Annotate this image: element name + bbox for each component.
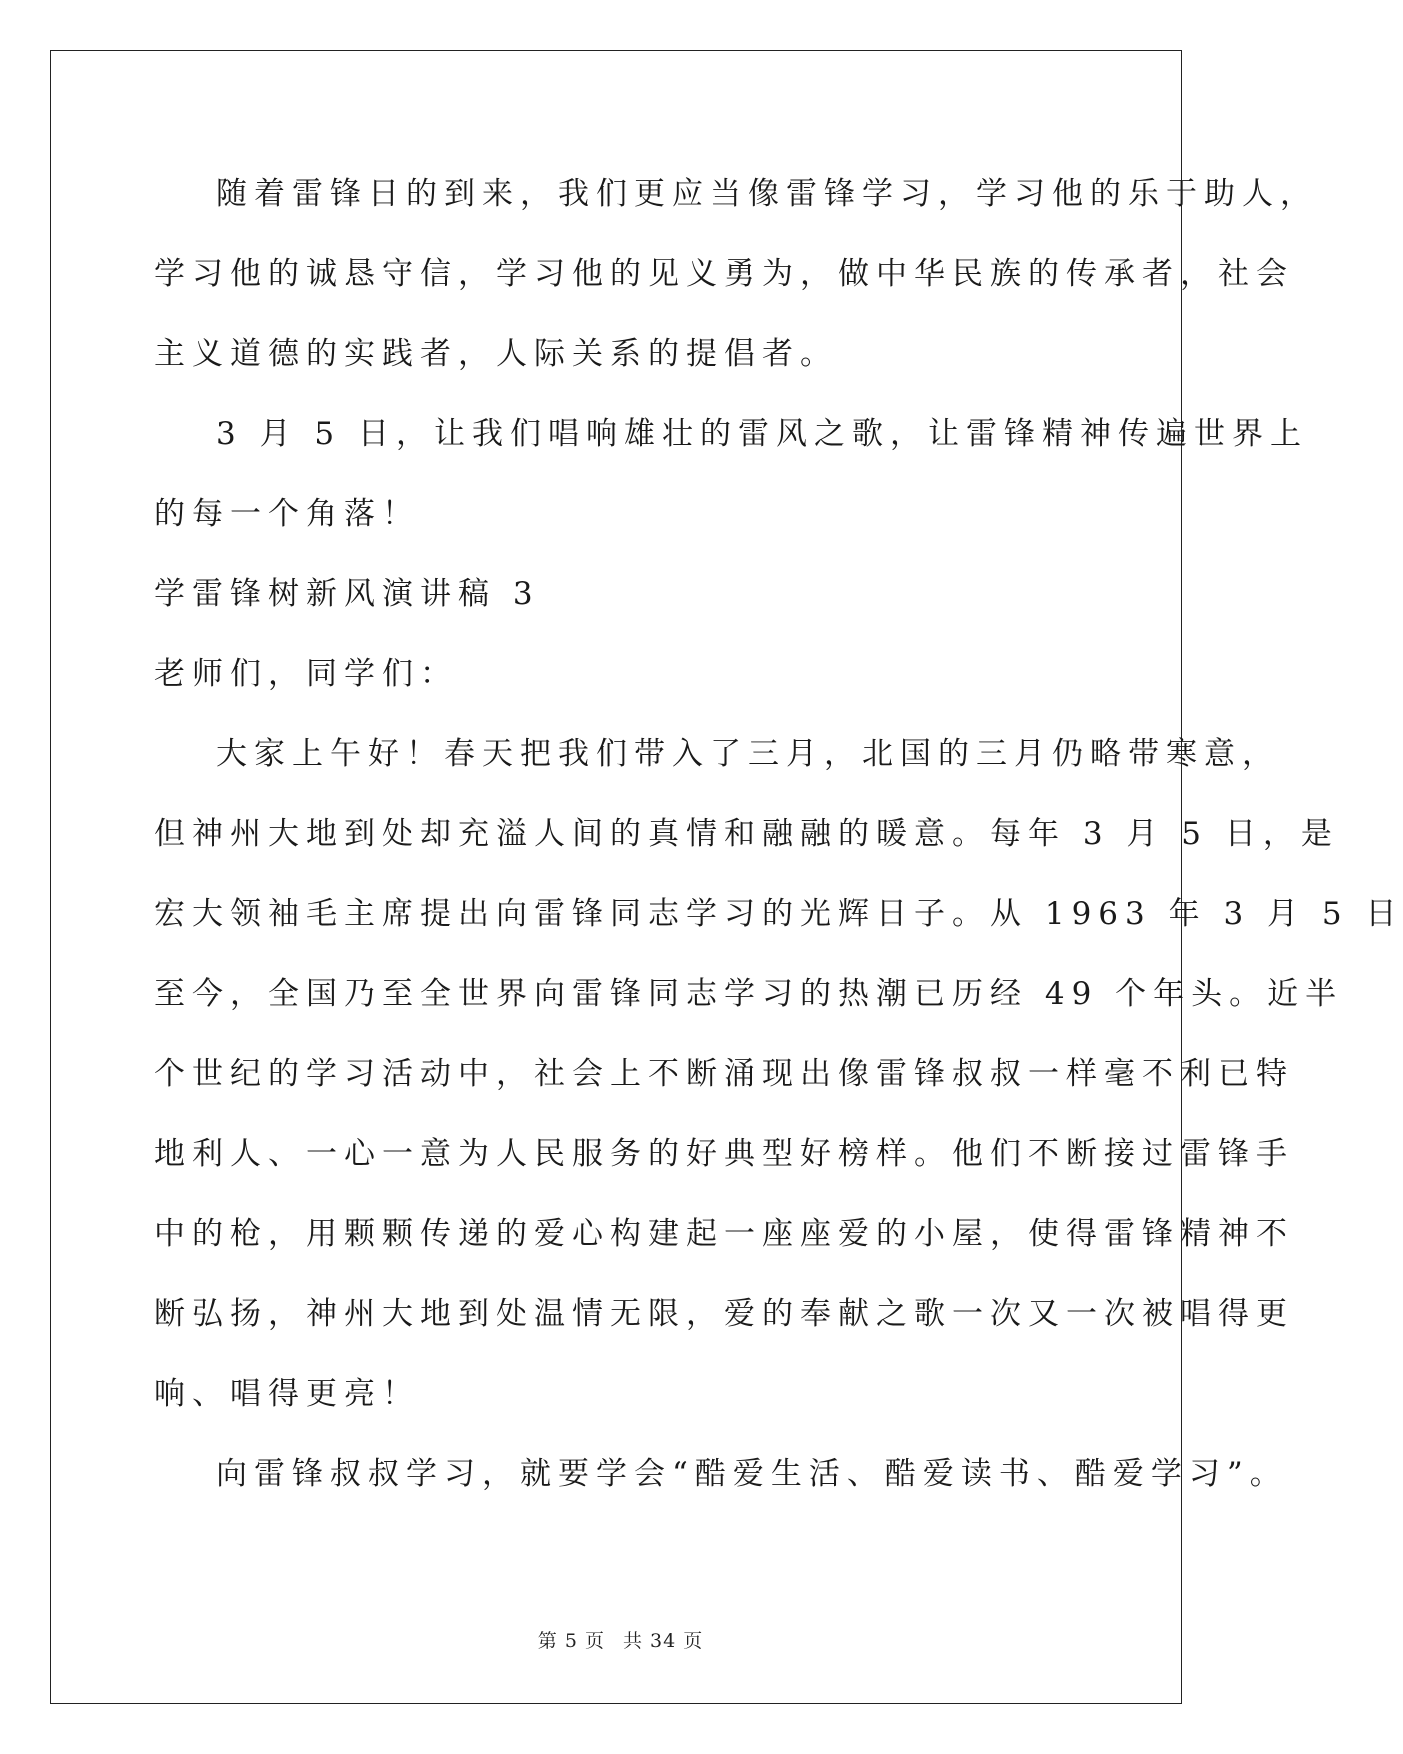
- paragraph-line: 向雷锋叔叔学习，就要学会“酷爱生活、酷爱读书、酷爱学习”。: [216, 1456, 1288, 1492]
- paragraph-line: 响、唱得更亮！: [154, 1376, 420, 1412]
- paragraph-line: 地利人、一心一意为人民服务的好典型好榜样。他们不断接过雷锋手: [154, 1136, 1294, 1172]
- paragraph-line: 中的枪，用颗颗传递的爱心构建起一座座爱的小屋，使得雷锋精神不: [154, 1216, 1294, 1252]
- paragraph-line: 学习他的诚恳守信，学习他的见义勇为，做中华民族的传承者，社会: [154, 256, 1294, 292]
- paragraph-line: 至今，全国乃至全世界向雷锋同志学习的热潮已历经 49 个年头。近半: [154, 976, 1344, 1012]
- paragraph-line: 宏大领袖毛主席提出向雷锋同志学习的光辉日子。从 1963 年 3 月 5 日: [154, 896, 1403, 932]
- total-pages: 共 34 页: [622, 1630, 704, 1652]
- paragraph-line: 随着雷锋日的到来，我们更应当像雷锋学习，学习他的乐于助人，: [216, 176, 1318, 212]
- page-number: 第 5 页: [537, 1630, 605, 1652]
- paragraph-line: 的每一个角落！: [154, 496, 420, 532]
- salutation: 老师们，同学们：: [154, 656, 458, 692]
- paragraph-line: 大家上午好！春天把我们带入了三月，北国的三月仍略带寒意，: [216, 736, 1280, 772]
- document-body: [154, 164, 1403, 1524]
- section-heading: 学雷锋树新风演讲稿 3: [154, 576, 540, 612]
- paragraph-line: 个世纪的学习活动中，社会上不断涌现出像雷锋叔叔一样毫不利已特: [154, 1056, 1294, 1092]
- paragraph-line: 断弘扬，神州大地到处温情无限，爱的奉献之歌一次又一次被唱得更: [154, 1296, 1294, 1332]
- paragraph-line: 但神州大地到处却充溢人间的真情和融融的暖意。每年 3 月 5 日，是: [154, 816, 1339, 852]
- paragraph-line: 3 月 5 日，让我们唱响雄壮的雷风之歌，让雷锋精神传遍世界上: [216, 416, 1309, 452]
- paragraph-line: 主义道德的实践者，人际关系的提倡者。: [154, 336, 838, 372]
- page-footer: [0, 1626, 1241, 1653]
